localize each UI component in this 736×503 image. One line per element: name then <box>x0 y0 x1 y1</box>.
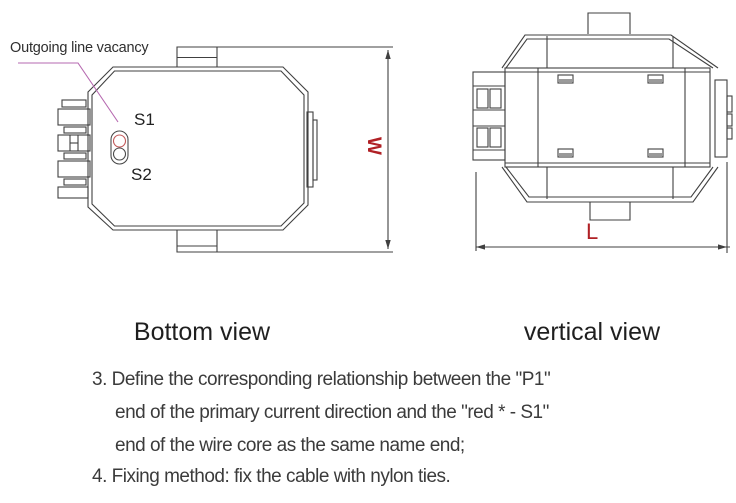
s1-marker-ring <box>114 135 126 147</box>
vertical-view-corner-slots <box>558 75 663 157</box>
vertical-view-body <box>505 68 710 167</box>
vertical-view-bottom-tab <box>590 202 630 220</box>
bottom-view-title: Bottom view <box>133 318 271 346</box>
note-item-4: 4. Fixing method: fix the cable with nylon ties. <box>92 466 451 487</box>
vertical-view-right-rail <box>715 80 732 157</box>
s1-terminal-label: S1 <box>134 110 155 129</box>
bottom-view-body-inner-outline <box>92 71 304 226</box>
note-item-3-line-3: end of the wire core as the same name end; <box>115 435 465 456</box>
bottom-view-bottom-tab <box>177 230 217 252</box>
vertical-view-bottom-flange-inner <box>506 167 713 197</box>
vertical-view-left-terminal <box>473 72 505 160</box>
vertical-view-title: vertical view <box>523 318 661 346</box>
vertical-view-core-edges <box>538 36 685 199</box>
bottom-view-drawing <box>18 47 393 252</box>
note-item-3-line-2: end of the primary current direction and the "red * - S1" <box>115 402 549 423</box>
s2-terminal-label: S2 <box>131 165 152 184</box>
note-item-3-line-1: 3. Define the corresponding relationship between the "P1" <box>92 369 551 390</box>
length-dimension-label: L <box>586 219 599 244</box>
length-dimension <box>476 162 730 253</box>
width-dimension-label: W <box>363 137 384 155</box>
callout-leader-line <box>18 63 118 122</box>
s2-marker-ring <box>114 148 126 160</box>
bottom-view-left-terminal <box>58 100 90 198</box>
vertical-view-drawing <box>473 13 732 253</box>
outgoing-line-vacancy-label: Outgoing line vacancy <box>10 40 149 56</box>
vertical-view-top-flange <box>502 35 718 68</box>
vertical-view-top-tab <box>588 13 630 34</box>
